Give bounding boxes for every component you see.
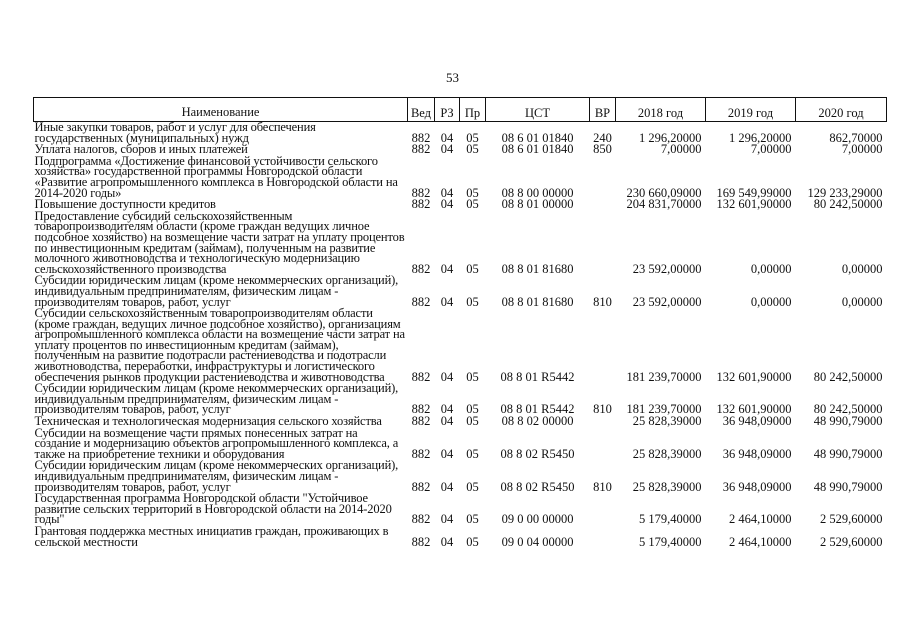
cell-pr: 05 bbox=[466, 414, 479, 429]
cell-ved: 882 bbox=[411, 142, 431, 157]
cell-name: Субсидии сельскохозяйственным товаропроизводителям области (кроме граждан, ведущих личное подсобное хозяйство), организациям агропромышленного комплекса области на возмещение части затрат на уплату процентов по инвестиционным кредитам (займам), полученным на развитие подотрасли растениеводства и подотрасли животноводства, переработки, инфраструктуры и логистического обеспечения рынков продукции растениеводства и животноводства bbox=[34, 306, 405, 384]
cell-pr: 05 bbox=[466, 197, 479, 212]
cell-name: Иные закупки товаров, работ и услуг для обеспечения государственных (муниципальных) нужд bbox=[34, 120, 316, 145]
cell-rz: 04 bbox=[440, 414, 454, 429]
cell-2019: 36 948,09000 bbox=[722, 414, 792, 429]
cell-2018: 23 592,00000 bbox=[632, 294, 702, 309]
cell-ved: 882 bbox=[411, 261, 431, 276]
cell-2018: 230 660,09000 bbox=[626, 185, 702, 200]
cell-pr: 05 bbox=[466, 130, 479, 145]
cell-2020: 48 990,79000 bbox=[813, 446, 883, 461]
cell-2020: 2 529,60000 bbox=[820, 534, 883, 549]
cell-ved: 882 bbox=[411, 197, 431, 212]
cell-2019: 132 601,90000 bbox=[716, 369, 792, 384]
table-row bbox=[34, 122, 887, 144]
cell-name: Субсидии юридическим лицам (кроме некоммерческих организаций), индивидуальным предпринимателям, физическим лицам - производителям товаров, работ, услуг bbox=[34, 458, 399, 494]
cell-2020: 0,00000 bbox=[841, 294, 883, 309]
cell-2018: 181 239,70000 bbox=[626, 369, 702, 384]
cell-cst: 08 8 01 81680 bbox=[501, 294, 574, 309]
header-ved: Вед bbox=[408, 98, 435, 122]
cell-name: Техническая и технологическая модернизация сельского хозяйства bbox=[34, 414, 382, 429]
cell-2020: 80 242,50000 bbox=[813, 369, 883, 384]
cell-cst: 08 8 01 R5442 bbox=[500, 402, 575, 417]
table-row bbox=[34, 382, 887, 415]
cell-vr: 240 bbox=[593, 130, 612, 145]
cell-2019: 0,00000 bbox=[750, 261, 792, 276]
cell-name: Предоставление субсидий сельскохозяйственным товаропроизводителям области (кроме граждан ведущих личное подсобное хозяйство) на возмещение части затрат на уплату процентов по инвестиционным кредитам (займам), полученным на развитие молочного животноводства и технологическую модернизацию сельскохозяйственного производства bbox=[34, 208, 405, 276]
cell-rz: 04 bbox=[440, 130, 454, 145]
table-row bbox=[34, 459, 887, 492]
cell-ved: 882 bbox=[411, 369, 431, 384]
cell-2018: 25 828,39000 bbox=[632, 446, 702, 461]
cell-name: Субсидии юридическим лицам (кроме некоммерческих организаций), индивидуальным предпринимателям, физическим лицам - производителям товаров, работ, услуг bbox=[34, 273, 399, 309]
cell-2019: 7,00000 bbox=[750, 142, 792, 157]
cell-ved: 882 bbox=[411, 479, 431, 494]
cell-rz: 04 bbox=[440, 446, 454, 461]
cell-ved: 882 bbox=[411, 130, 431, 145]
cell-2019: 2 464,10000 bbox=[729, 534, 792, 549]
cell-vr bbox=[590, 525, 616, 547]
table-row bbox=[34, 415, 887, 427]
cell-2019: 36 948,09000 bbox=[722, 446, 792, 461]
cell-2019: 1 296,20000 bbox=[729, 130, 792, 145]
cell-2020: 48 990,79000 bbox=[813, 414, 883, 429]
cell-pr: 05 bbox=[466, 479, 479, 494]
cell-2019: 2 464,10000 bbox=[729, 512, 792, 527]
cell-name: Уплата налогов, сборов и иных платежей bbox=[34, 142, 248, 157]
table-row bbox=[34, 198, 887, 210]
cell-name: Грантовая поддержка местных инициатив граждан, проживающих в сельской местности bbox=[34, 523, 389, 549]
cell-pr: 05 bbox=[466, 294, 479, 309]
cell-rz: 04 bbox=[440, 294, 454, 309]
cell-2020: 129 233,29000 bbox=[807, 185, 883, 200]
table-row bbox=[34, 155, 887, 198]
table-row bbox=[34, 427, 887, 460]
table-row bbox=[34, 210, 887, 275]
cell-vr bbox=[590, 415, 616, 427]
cell-2018: 23 592,00000 bbox=[632, 261, 702, 276]
cell-2019: 132 601,90000 bbox=[716, 197, 792, 212]
table-row bbox=[34, 307, 887, 382]
cell-vr: 850 bbox=[593, 142, 612, 157]
cell-2018: 204 831,70000 bbox=[626, 197, 702, 212]
cell-2020: 80 242,50000 bbox=[813, 197, 883, 212]
cell-ved: 882 bbox=[411, 185, 431, 200]
cell-ved: 882 bbox=[411, 294, 431, 309]
header-rz: РЗ bbox=[435, 98, 460, 122]
cell-rz: 04 bbox=[440, 512, 454, 527]
cell-2018: 181 239,70000 bbox=[626, 402, 702, 417]
cell-cst: 08 8 02 R5450 bbox=[500, 479, 575, 494]
cell-name: Субсидии юридическим лицам (кроме некоммерческих организаций), индивидуальным предпринимателям, физическим лицам - производителям товаров, работ, услуг bbox=[34, 381, 399, 417]
cell-cst: 08 8 02 00000 bbox=[501, 414, 574, 429]
cell-name: Субсидии на возмещение части прямых понесенных затрат на создание и модернизацию объектов агропромышленного комплекса, а также на приобретение техники и оборудования bbox=[34, 425, 399, 461]
cell-pr: 05 bbox=[466, 369, 479, 384]
cell-ved: 882 bbox=[411, 414, 431, 429]
cell-pr: 05 bbox=[466, 402, 479, 417]
cell-2018: 25 828,39000 bbox=[632, 479, 702, 494]
cell-cst: 08 6 01 01840 bbox=[501, 130, 574, 145]
table-body bbox=[34, 122, 887, 548]
cell-pr: 05 bbox=[466, 534, 479, 549]
cell-rz: 04 bbox=[440, 197, 454, 212]
cell-name: Государственная программа Новгородской области "Устойчивое развитие сельских территорий в Новгородской области на 2014-2020 годы" bbox=[34, 491, 392, 527]
cell-rz: 04 bbox=[440, 142, 454, 157]
page-number: 53 bbox=[446, 70, 459, 85]
cell-pr: 05 bbox=[466, 261, 479, 276]
cell-pr: 05 bbox=[466, 446, 479, 461]
header-pr: Пр bbox=[460, 98, 486, 122]
cell-cst: 08 6 01 01840 bbox=[501, 142, 574, 157]
cell-cst: 09 0 04 00000 bbox=[501, 534, 574, 549]
header-vr: ВР bbox=[590, 98, 616, 122]
cell-2019: 0,00000 bbox=[750, 294, 792, 309]
budget-table bbox=[33, 97, 887, 547]
cell-2018: 1 296,20000 bbox=[639, 130, 702, 145]
cell-name: Повышение доступности кредитов bbox=[34, 197, 216, 212]
cell-ved: 882 bbox=[411, 534, 431, 549]
cell-2019: 132 601,90000 bbox=[716, 402, 792, 417]
cell-2018: 25 828,39000 bbox=[632, 414, 702, 429]
cell-vr: 810 bbox=[593, 479, 612, 494]
cell-ved: 882 bbox=[411, 446, 431, 461]
cell-pr: 05 bbox=[466, 512, 479, 527]
cell-rz: 04 bbox=[440, 479, 454, 494]
cell-cst: 08 8 02 R5450 bbox=[500, 446, 575, 461]
cell-name: Подпрограмма «Достижение финансовой устойчивости сельского хозяйства» государственной программы Новгородской области «Развитие агропромышленного комплекса в Новгородской области на 2014-2020 годы» bbox=[34, 153, 398, 200]
cell-cst: 08 8 00 00000 bbox=[501, 185, 574, 200]
header-2019: 2019 год bbox=[706, 98, 796, 122]
cell-2018: 7,00000 bbox=[660, 142, 702, 157]
cell-2020: 0,00000 bbox=[841, 261, 883, 276]
cell-cst: 09 0 00 00000 bbox=[501, 512, 574, 527]
cell-2018: 5 179,40000 bbox=[639, 534, 702, 549]
cell-ved: 882 bbox=[411, 402, 431, 417]
header-cst: ЦСТ bbox=[486, 98, 590, 122]
cell-2019: 36 948,09000 bbox=[722, 479, 792, 494]
cell-vr: 810 bbox=[593, 294, 612, 309]
table-header-row bbox=[34, 98, 887, 122]
cell-2020: 862,70000 bbox=[829, 130, 883, 145]
cell-vr bbox=[590, 198, 616, 210]
table-row bbox=[34, 525, 887, 547]
cell-2020: 80 242,50000 bbox=[813, 402, 883, 417]
cell-2020: 48 990,79000 bbox=[813, 479, 883, 494]
cell-cst: 08 8 01 R5442 bbox=[500, 369, 575, 384]
cell-2019: 169 549,99000 bbox=[716, 185, 792, 200]
cell-cst: 08 8 01 81680 bbox=[501, 261, 574, 276]
cell-pr: 05 bbox=[466, 142, 479, 157]
cell-vr bbox=[590, 210, 616, 275]
header-2020: 2020 год bbox=[796, 98, 887, 122]
table-row bbox=[34, 274, 887, 307]
cell-cst: 08 8 01 00000 bbox=[501, 197, 574, 212]
header-2018: 2018 год bbox=[616, 98, 706, 122]
cell-vr bbox=[590, 155, 616, 198]
table-row bbox=[34, 492, 887, 525]
cell-rz: 04 bbox=[440, 369, 454, 384]
cell-2020: 7,00000 bbox=[841, 142, 883, 157]
header-name: Наименование bbox=[34, 98, 408, 122]
cell-vr bbox=[590, 307, 616, 382]
cell-rz: 04 bbox=[440, 261, 454, 276]
cell-rz: 04 bbox=[440, 402, 454, 417]
cell-2018: 5 179,40000 bbox=[639, 512, 702, 527]
cell-vr: 810 bbox=[593, 402, 612, 417]
cell-ved: 882 bbox=[411, 512, 431, 527]
cell-pr: 05 bbox=[466, 185, 479, 200]
cell-rz: 04 bbox=[440, 185, 454, 200]
cell-rz: 04 bbox=[440, 534, 454, 549]
cell-vr bbox=[590, 492, 616, 525]
cell-2020: 2 529,60000 bbox=[820, 512, 883, 527]
cell-vr bbox=[590, 427, 616, 460]
